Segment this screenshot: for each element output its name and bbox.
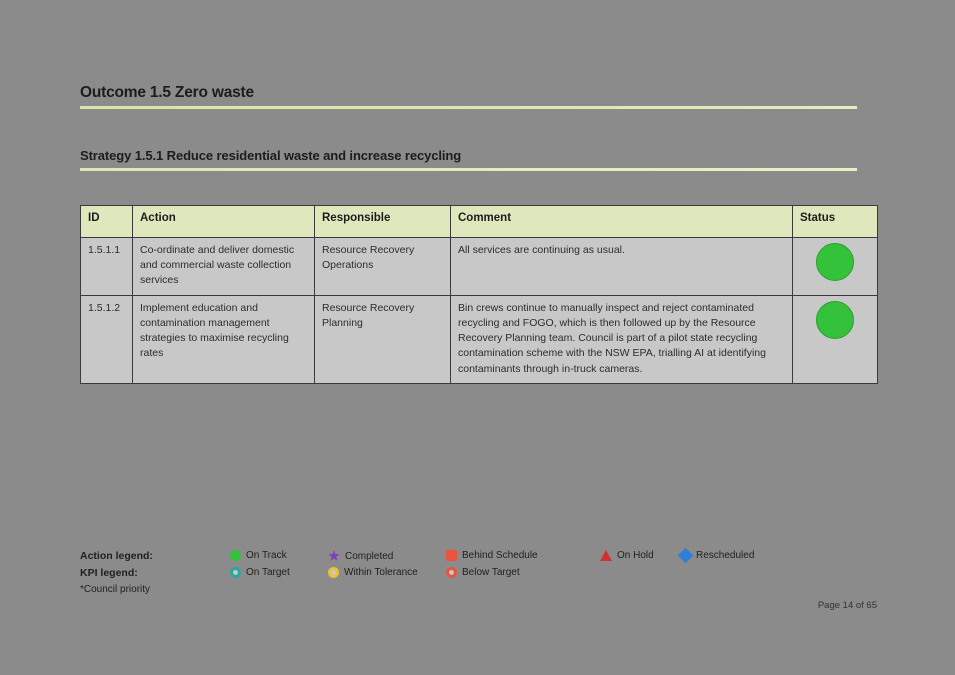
on-track-icon [230,550,241,561]
outcome-heading-block [80,84,857,109]
legend-item-within-tolerance [328,567,418,578]
actions-table-wrapper [80,205,877,384]
legend-item-completed [328,550,393,562]
below-target-icon [446,567,457,578]
legend-item-on-hold [600,550,654,561]
legend-item-on-track [230,550,287,561]
status-on-track-icon [816,301,854,339]
legend-item-rescheduled [680,550,754,561]
legend-item-label: Below Target [462,567,520,578]
strategy-heading-block [80,148,857,171]
completed-star-icon [328,550,340,562]
column-header-responsible: Responsible [315,206,451,238]
strategy-heading: Strategy 1.5.1 Reduce residential waste and increase recycling [80,148,462,163]
cell-id: 1.5.1.1 [81,238,133,296]
legend-item-below-target [446,567,520,578]
cell-id: 1.5.1.2 [81,295,133,383]
cell-responsible: Resource Recovery Planning [315,295,451,383]
legend-item-label: Rescheduled [696,550,755,561]
column-header-comment: Comment [451,206,793,238]
legend-item-label: Completed [345,550,394,562]
cell-action: Co-ordinate and deliver domestic and commercial waste collection services [133,238,315,296]
column-header-status: Status [793,206,878,238]
legend-item-label: On Target [246,567,290,578]
cell-action: Implement education and contamination management strategies to maximise recycling rates [133,295,315,383]
kpi-legend-row [80,567,877,584]
column-header-action: Action [133,206,315,238]
legend-item-label: On Hold [617,550,654,561]
cell-status [793,238,878,296]
strategy-divider [80,168,857,171]
kpi-legend-label: KPI legend: [80,567,138,579]
cell-status [793,295,878,383]
table-header-row [81,206,878,238]
on-hold-triangle-icon [600,550,612,561]
rescheduled-diamond-icon [678,548,694,564]
council-priority-note: *Council priority [80,584,151,595]
cell-responsible: Resource Recovery Operations [315,238,451,296]
table-row [81,238,878,296]
legend-item-on-target [230,567,290,578]
outcome-heading: Outcome 1.5 Zero waste [80,84,254,101]
on-target-icon [230,567,241,578]
report-sheet [80,70,877,630]
within-tolerance-icon [328,567,339,578]
legend-item-label: Within Tolerance [344,567,418,578]
behind-schedule-icon [446,550,457,561]
table-row [81,295,878,383]
legend-item-label: On Track [246,550,287,561]
legend-item-label: Behind Schedule [462,550,538,561]
cell-comment: All services are continuing as usual. [451,238,793,296]
legend-item-behind-schedule [446,550,538,561]
outcome-divider [80,106,857,109]
status-on-track-icon [816,243,854,281]
actions-table [80,205,878,384]
legend-block [80,550,877,595]
page-number: Page 14 of 65 [817,600,877,611]
cell-comment: Bin crews continue to manually inspect and reject contaminated recycling and FOGO, which is then followed up by the Resource Recovery Planning team. Council is part of a pilot state recycling contamination scheme with the NSW EPA, trialling AI at identifying contaminants through in-truck cameras. [451,295,793,383]
action-legend-label: Action legend: [80,550,153,562]
action-legend-row [80,550,877,567]
column-header-id: ID [81,206,133,238]
